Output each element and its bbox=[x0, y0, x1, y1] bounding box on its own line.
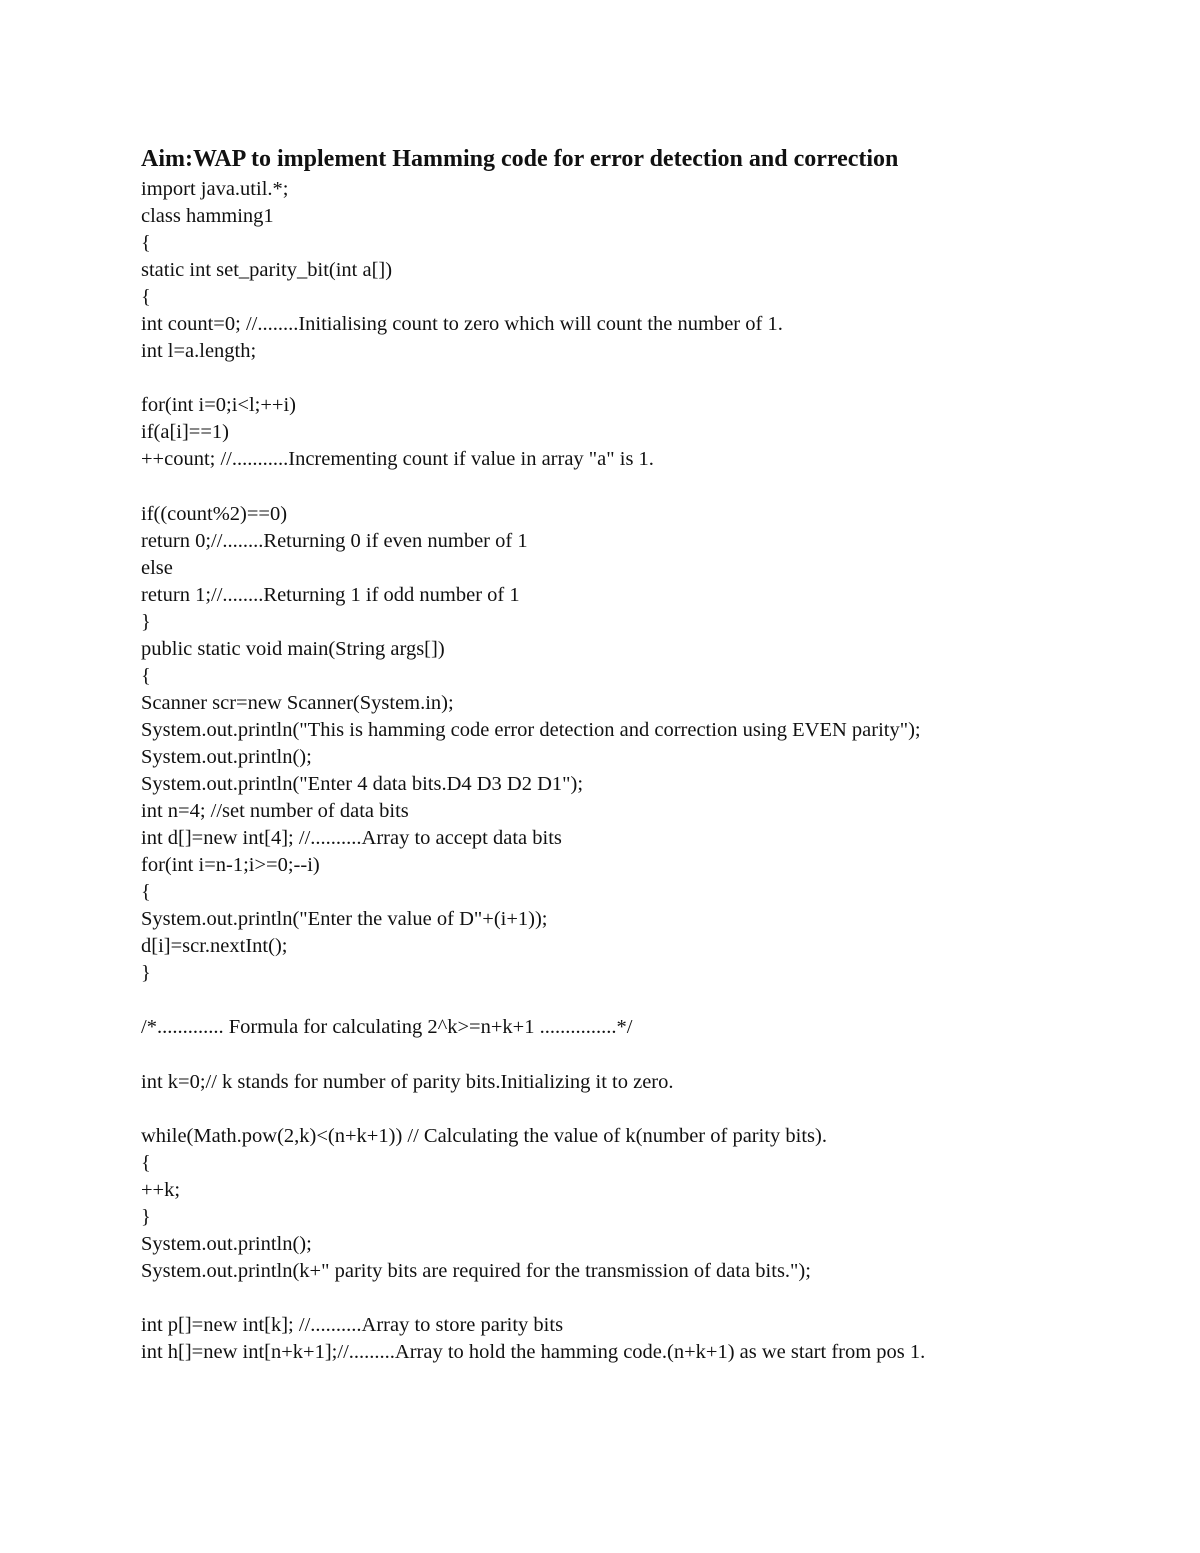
code-line: } bbox=[141, 1205, 151, 1228]
code-line: for(int i=n-1;i>=0;--i) bbox=[141, 854, 320, 877]
code-line: } bbox=[141, 962, 151, 985]
code-line: ++k; bbox=[141, 1178, 181, 1201]
code-line: System.out.println(k+" parity bits are required for the transmission of data bits."); bbox=[141, 1259, 811, 1282]
code-line: d[i]=scr.nextInt(); bbox=[141, 935, 288, 958]
code-line: System.out.println("Enter the value of D"+(i+1)); bbox=[141, 908, 548, 931]
page-title bbox=[141, 142, 1151, 176]
code-line: class hamming1 bbox=[141, 205, 274, 228]
code-line: for(int i=0;i<l;++i) bbox=[141, 394, 296, 417]
code-line: } bbox=[141, 610, 151, 633]
code-line bbox=[141, 987, 1151, 1014]
code-line: int h[]=new int[n+k+1];//.........Array to hold the hamming code.(n+k+1) as we start from pos 1. bbox=[141, 1341, 926, 1364]
code-line: import java.util.*; bbox=[141, 178, 289, 200]
code-line: System.out.println("Enter 4 data bits.D4 D3 D2 D1"); bbox=[141, 773, 584, 796]
code-line: int k=0;// k stands for number of parity bits.Initializing it to zero. bbox=[141, 1070, 674, 1093]
code-listing bbox=[141, 176, 1151, 1366]
code-line bbox=[141, 1285, 1151, 1312]
code-line: int n=4; //set number of data bits bbox=[141, 800, 409, 823]
code-line: static int set_parity_bit(int a[]) bbox=[141, 259, 393, 282]
title-prefix: Aim: bbox=[141, 146, 193, 172]
code-line bbox=[141, 474, 1151, 501]
code-line bbox=[141, 1042, 1151, 1069]
code-line: { bbox=[141, 664, 151, 687]
code-line: int d[]=new int[4]; //..........Array to accept data bits bbox=[141, 827, 562, 850]
code-line bbox=[141, 365, 1151, 392]
code-line: { bbox=[141, 286, 151, 309]
code-line: int l=a.length; bbox=[141, 340, 257, 363]
code-line: { bbox=[141, 232, 151, 255]
code-line: ++count; //...........Incrementing count if value in array "a" is 1. bbox=[141, 448, 654, 471]
title-text: WAP to implement Hamming code for error detection and correction bbox=[192, 146, 899, 172]
code-line: /*............. Formula for calculating 2^k>=n+k+1 ...............*/ bbox=[141, 1016, 633, 1039]
code-line: int count=0; //........Initialising count to zero which will count the number of 1. bbox=[141, 313, 783, 336]
code-line: else bbox=[141, 556, 173, 579]
code-line: { bbox=[141, 1151, 151, 1174]
document-content bbox=[141, 142, 1151, 1366]
code-line: int p[]=new int[k]; //..........Array to store parity bits bbox=[141, 1313, 564, 1336]
code-line: System.out.println(); bbox=[141, 1232, 312, 1255]
code-line: if(a[i]==1) bbox=[141, 421, 229, 444]
code-line: { bbox=[141, 881, 151, 904]
code-line: if((count%2)==0) bbox=[141, 502, 288, 525]
code-line bbox=[141, 1096, 1151, 1123]
code-line: System.out.println("This is hamming code error detection and correction using EVEN parity"); bbox=[141, 718, 921, 741]
code-line: return 0;//........Returning 0 if even number of 1 bbox=[141, 529, 528, 552]
code-line: public static void main(String args[]) bbox=[141, 637, 445, 660]
code-line: System.out.println(); bbox=[141, 745, 312, 768]
code-line: return 1;//........Returning 1 if odd number of 1 bbox=[141, 583, 520, 606]
code-line: Scanner scr=new Scanner(System.in); bbox=[141, 691, 454, 714]
code-line: while(Math.pow(2,k)<(n+k+1)) // Calculating the value of k(number of parity bits). bbox=[141, 1124, 827, 1147]
